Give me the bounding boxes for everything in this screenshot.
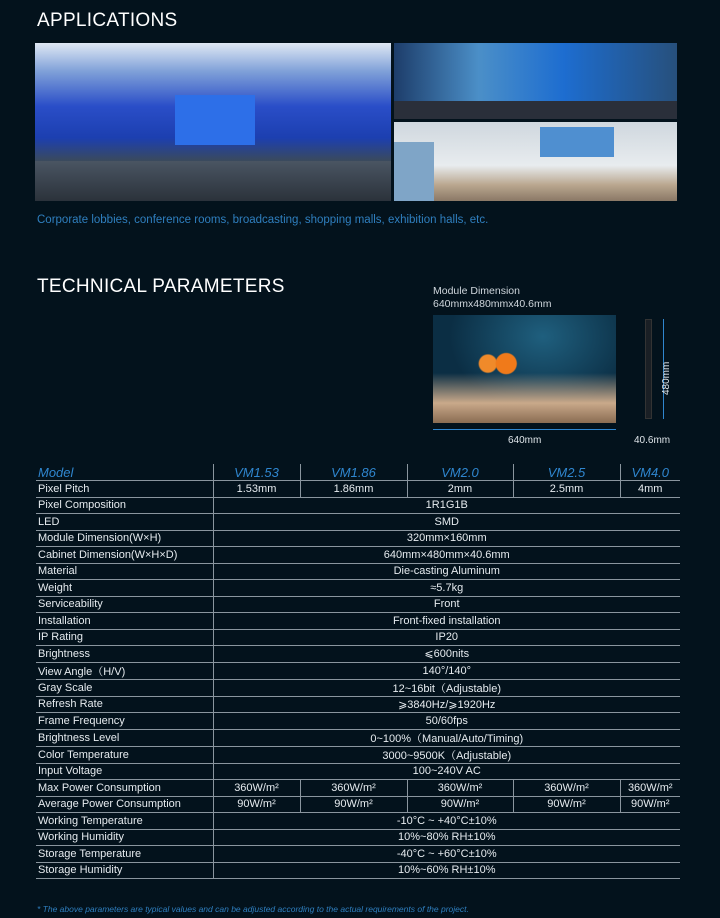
parameter-label: Module Dimension(W×H) <box>36 530 213 547</box>
parameter-label: Working Temperature <box>36 813 213 830</box>
table-row <box>36 846 680 863</box>
table-row <box>36 646 680 663</box>
parameter-value: 90W/m² <box>213 796 300 813</box>
parameter-value: Front <box>213 596 680 613</box>
table-row <box>36 629 680 646</box>
parameter-label: IP Rating <box>36 629 213 646</box>
parameter-value: Die-casting Aluminum <box>213 563 680 580</box>
parameter-label: Color Temperature <box>36 746 213 763</box>
parameter-value: 360W/m² <box>300 780 407 797</box>
applications-heading: APPLICATIONS <box>37 10 178 31</box>
parameter-value: IP20 <box>213 629 680 646</box>
parameter-label: View Angle（H/V) <box>36 662 213 679</box>
parameter-value: 4mm <box>620 481 680 498</box>
parameter-label: Gray Scale <box>36 679 213 696</box>
parameter-value: SMD <box>213 514 680 531</box>
parameter-value: ⩽600nits <box>213 646 680 663</box>
applications-caption: Corporate lobbies, conference rooms, broadcasting, shopping malls, exhibition halls, etc. <box>37 214 489 226</box>
table-row <box>36 713 680 730</box>
broadcast-studio-image <box>394 43 677 119</box>
parameter-value: 100~240V AC <box>213 763 680 780</box>
table-row <box>36 746 680 763</box>
table-row <box>36 580 680 597</box>
table-row <box>36 481 680 498</box>
module-side-image <box>645 319 652 419</box>
table-row <box>36 497 680 514</box>
height-label: 480mm <box>661 361 672 395</box>
parameter-value: Front-fixed installation <box>213 613 680 630</box>
parameter-label: Weight <box>36 580 213 597</box>
parameter-label: Brightness <box>36 646 213 663</box>
parameter-value: 10%~80% RH±10% <box>213 829 680 846</box>
parameter-value: 320mm×160mm <box>213 530 680 547</box>
parameter-label: Average Power Consumption <box>36 796 213 813</box>
parameter-value: 90W/m² <box>300 796 407 813</box>
model-column-header: VM2.0 <box>407 464 513 481</box>
parameter-value: 3000~9500K（Adjustable) <box>213 746 680 763</box>
parameter-value: 90W/m² <box>620 796 680 813</box>
parameter-label: Refresh Rate <box>36 696 213 713</box>
parameter-label: Storage Temperature <box>36 846 213 863</box>
parameter-value: -40°C ~ +60°C±10% <box>213 846 680 863</box>
parameter-value: 1R1G1B <box>213 497 680 514</box>
control-room-image <box>35 43 391 201</box>
parameter-value: 0~100%（Manual/Auto/Timing) <box>213 729 680 746</box>
parameter-label: LED <box>36 514 213 531</box>
width-dimension-line <box>433 429 616 430</box>
parameter-label: Pixel Composition <box>36 497 213 514</box>
parameter-value: -10°C ~ +40°C±10% <box>213 813 680 830</box>
table-row <box>36 813 680 830</box>
table-row <box>36 596 680 613</box>
table-row <box>36 563 680 580</box>
parameter-value: ⩾3840Hz/⩾1920Hz <box>213 696 680 713</box>
parameter-value: 90W/m² <box>513 796 620 813</box>
parameter-value: 50/60fps <box>213 713 680 730</box>
model-column-header: VM1.86 <box>300 464 407 481</box>
parameter-value: 90W/m² <box>407 796 513 813</box>
parameter-value: 10%~60% RH±10% <box>213 862 680 879</box>
table-row <box>36 547 680 564</box>
model-column-header: VM2.5 <box>513 464 620 481</box>
parameter-value: 12~16bit（Adjustable) <box>213 679 680 696</box>
table-row <box>36 679 680 696</box>
parameter-value: 360W/m² <box>407 780 513 797</box>
table-row <box>36 530 680 547</box>
parameter-value: 1.53mm <box>213 481 300 498</box>
table-row <box>36 829 680 846</box>
table-row <box>36 796 680 813</box>
parameter-label: Pixel Pitch <box>36 481 213 498</box>
table-row <box>36 613 680 630</box>
width-label: 640mm <box>508 435 542 446</box>
parameter-label: Working Humidity <box>36 829 213 846</box>
module-dimension <box>433 285 551 311</box>
table-row <box>36 780 680 797</box>
module-dimension-size: 640mmx480mmx40.6mm <box>433 298 552 310</box>
table-row <box>36 662 680 679</box>
table-row <box>36 763 680 780</box>
footnote: * The above parameters are typical values and can be adjusted according to the actual requirements of the project. <box>37 904 469 914</box>
module-front-image <box>433 315 616 423</box>
model-column-header: VM1.53 <box>213 464 300 481</box>
parameter-value: ≈5.7kg <box>213 580 680 597</box>
depth-label: 40.6mm <box>634 435 671 446</box>
parameter-label: Serviceability <box>36 596 213 613</box>
parameter-label: Cabinet Dimension(W×H×D) <box>36 547 213 564</box>
model-column-header: VM4.0 <box>620 464 680 481</box>
parameter-label: Frame Frequency <box>36 713 213 730</box>
module-dimension-label: Module Dimension <box>433 285 520 297</box>
parameter-value: 2.5mm <box>513 481 620 498</box>
table-row <box>36 696 680 713</box>
technical-heading: TECHNICAL PARAMETERS <box>37 276 285 297</box>
table-header-row <box>36 464 680 481</box>
table-row <box>36 862 680 879</box>
parameter-label: Brightness Level <box>36 729 213 746</box>
parameter-label: Material <box>36 563 213 580</box>
parameter-label: Input Voltage <box>36 763 213 780</box>
conference-room-image <box>394 122 677 201</box>
model-label: Model <box>36 464 213 481</box>
table-row <box>36 514 680 531</box>
parameter-value: 140°/140° <box>213 662 680 679</box>
parameter-value: 360W/m² <box>213 780 300 797</box>
parameter-label: Max Power Consumption <box>36 780 213 797</box>
parameter-label: Installation <box>36 613 213 630</box>
parameter-value: 360W/m² <box>513 780 620 797</box>
parameter-label: Storage Humidity <box>36 862 213 879</box>
table-row <box>36 729 680 746</box>
parameter-value: 2mm <box>407 481 513 498</box>
parameter-value: 640mm×480mm×40.6mm <box>213 547 680 564</box>
parameter-value: 360W/m² <box>620 780 680 797</box>
spec-table <box>36 464 680 879</box>
parameter-value: 1.86mm <box>300 481 407 498</box>
